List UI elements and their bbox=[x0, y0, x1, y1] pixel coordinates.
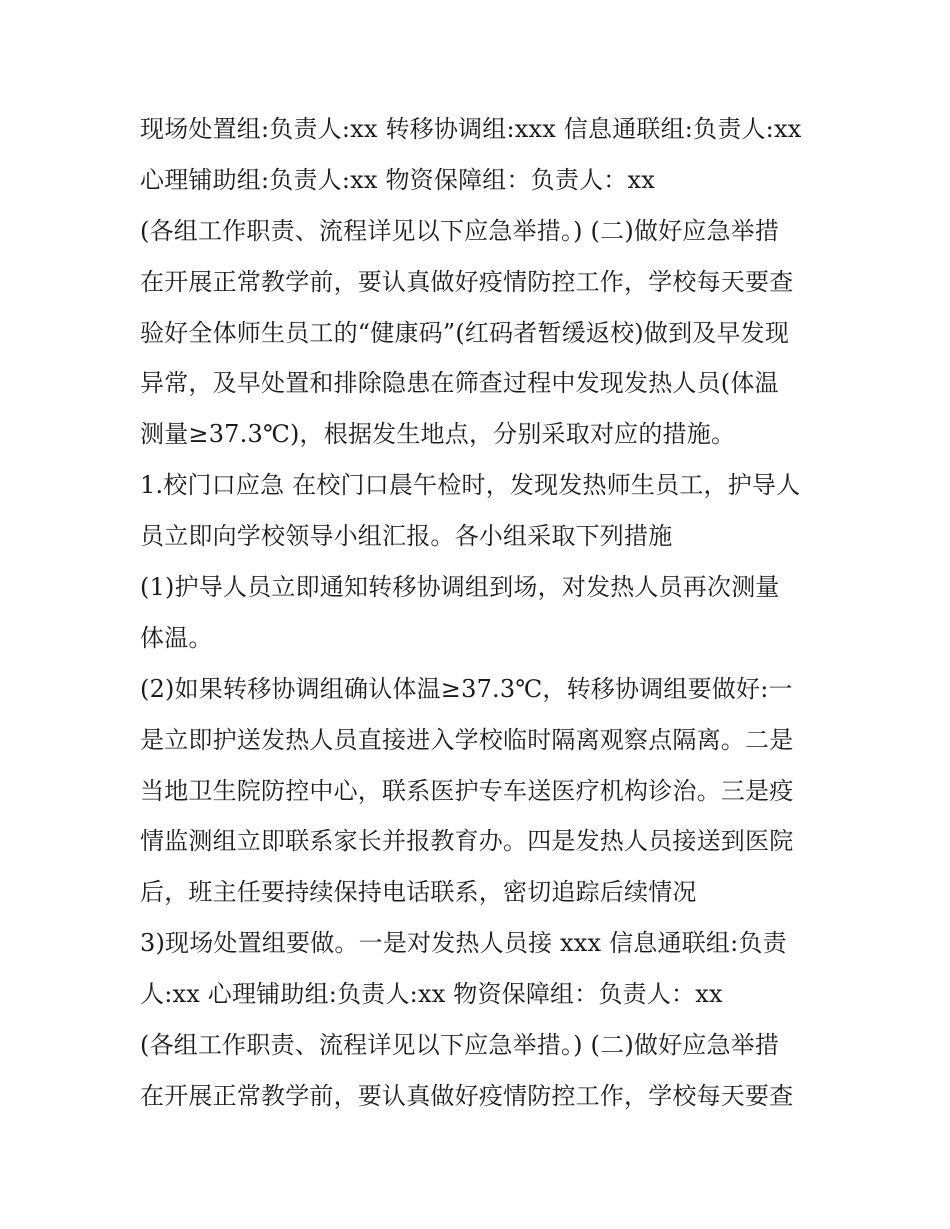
text-line: 在开展正常教学前，要认真做好疫情防控工作，学校每天要查 bbox=[140, 267, 794, 296]
text-line: 当地卫生院防控中心，联系医护专车送医疗机构诊治。三是疫 bbox=[140, 776, 794, 805]
text-line: 人:xx 心理铺助组:负责人:xx 物资保障组：负责人：xx bbox=[140, 980, 723, 1009]
text-line: 异常，及早处置和排除隐患在筛查过程中发现发热人员(体温 bbox=[140, 369, 779, 398]
text-line: (各组工作职责、流程详见以下应急举措。) (二)做好应急举措 bbox=[140, 1031, 780, 1060]
text-line: 心理铺助组:负责人:xx 物资保障组：负责人：xx bbox=[140, 165, 655, 194]
document-body bbox=[140, 104, 820, 1122]
text-line: (各组工作职责、流程详见以下应急举措。) (二)做好应急举措 bbox=[140, 216, 780, 245]
text-line: (1)护导人员立即通知转移协调组到场，对发热人员再次测量 bbox=[140, 573, 780, 602]
text-line: 1.校门口应急 在校门口晨午检时，发现发热师生员工，护导人 bbox=[140, 471, 801, 500]
text-line: (2)如果转移协调组确认体温≥37.3℃，转移协调组要做好:一 bbox=[140, 674, 793, 703]
text-line: 情监测组立即联系家长并报教育办。四是发热人员接送到医院 bbox=[140, 827, 794, 856]
text-line: 现场处置组:负责人:xx 转移协调组:xxx 信息通联组:负责人:xx bbox=[140, 115, 802, 143]
text-line: 在开展正常教学前，要认真做好疫情防控工作，学校每天要查 bbox=[140, 1081, 794, 1110]
text-line: 员立即向学校领导小组汇报。各小组采取下列措施 bbox=[140, 522, 673, 551]
text-line: 是立即护送发热人员直接进入学校临时隔离观察点隔离。二是 bbox=[140, 725, 794, 754]
text-line: 3)现场处置组要做。一是对发热人员接 xxx 信息通联组:负责 bbox=[140, 929, 787, 958]
text-line: 测量≥37.3℃)，根据发生地点，分别采取对应的措施。 bbox=[140, 420, 736, 449]
text-line: 验好全体师生员工的“健康码”(红码者暂缓返校)做到及早发现 bbox=[140, 318, 790, 347]
text-line: 后，班主任要持续保持电话联系，密切追踪后续情况 bbox=[140, 878, 697, 907]
text-line: 体温。 bbox=[140, 623, 213, 652]
